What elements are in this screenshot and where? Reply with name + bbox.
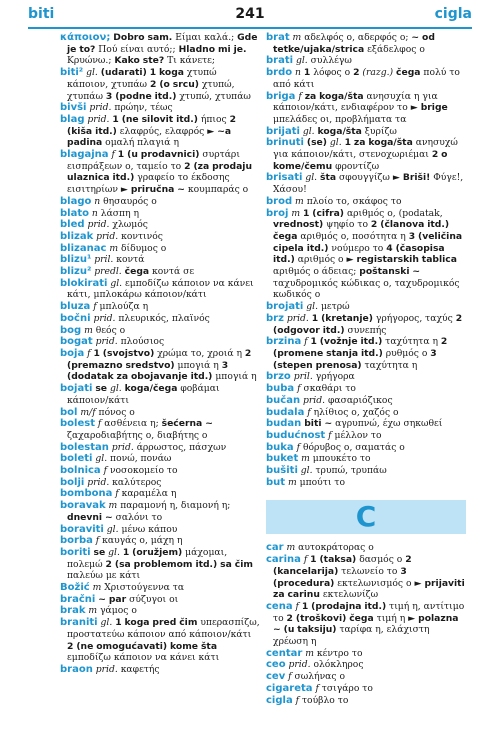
entry-text: bojati se gl. koga/čega φοβάμαι κάποιον/κάτι <box>60 383 220 406</box>
section-letter: C <box>355 500 377 534</box>
header-rule <box>28 27 472 29</box>
entry-text: buka f θόρυβος ο, σαματάς ο <box>266 441 405 453</box>
dictionary-entry <box>60 664 260 676</box>
entry-text: budućnost f μέλλον το <box>266 429 382 441</box>
entry-text: brati gl. συλλέγω <box>266 55 352 67</box>
entry-text: brzo pril. γρήγορα <box>266 371 355 383</box>
entry-text: budan biti ~ αγρυπνώ, έχω σηκωθεί <box>266 418 443 430</box>
dictionary-entry <box>266 695 466 707</box>
dictionary-entry <box>266 313 466 336</box>
entry-text: broj m 1 (cifra) αριθμός ο, (podatak, vrednost) ψηφίο το 2 (članova itd.) čega αριθμός ο, ποσότητα η 3 (veličina cipela itd.) νούμερο το 4 (časopisa itd.) αριθμός ο ► registarskih tablica αριθμός ο άδειας; poštanski ~ ταχυδρομικός κώδικας ο, ταχυδρομικός κωδικός ο <box>266 207 463 301</box>
entry-text: bolest f ασθένεια η; šećerna ~ ζαχαροδιαβήτης ο, διαβήτης ο <box>60 418 213 441</box>
entry-text: bočni prid. πλευρικός, πλαϊνός <box>60 312 210 324</box>
dictionary-entry <box>266 55 466 67</box>
dictionary-entry <box>266 32 466 55</box>
dictionary-entry <box>266 301 466 313</box>
dictionary-entry <box>266 67 466 90</box>
entry-text: brzina f 1 (vožnje itd.) ταχύτητα η 2 (promene stanja itd.) ρυθμός ο 3 (stepen prenosa) ταχύτητα η <box>266 336 448 371</box>
dictionary-entry <box>266 683 466 695</box>
dictionary-entry <box>60 582 260 594</box>
entry-text: bračni ~ par σύζυγοι οι <box>60 593 179 605</box>
entry-text: blag prid. 1 (ne silovit itd.) ήπιος 2 (kiša itd.) ελαφρύς, ελαφρός ► ~a padina ομαλή πλαγιά η <box>60 113 237 149</box>
dictionary-entry <box>60 407 260 419</box>
entry-text: bolnica f νοσοκομείο το <box>60 465 178 477</box>
entry-text: car m αυτοκράτορας ο <box>266 542 374 554</box>
dictionary-entry <box>266 371 466 383</box>
dictionary-entry <box>266 137 466 172</box>
dictionary-entry <box>60 196 260 208</box>
dictionary-entry <box>266 172 466 195</box>
entry-text: brod m πλοίο το, σκάφος το <box>266 195 402 207</box>
dictionary-entry <box>60 208 260 220</box>
entry-text: centar m κέντρο το <box>266 647 363 659</box>
guide-word-right: cigla <box>434 6 472 22</box>
entry-text: budala f ηλίθιος ο, χαζός ο <box>266 406 399 418</box>
entry-text: brijati gl. koga/šta ξυρίζω <box>266 125 397 137</box>
entry-text: boraviti gl. μένω κάπου <box>60 523 178 535</box>
entry-text: bombona f καραμέλα η <box>60 488 177 500</box>
dictionary-entry <box>266 477 466 489</box>
entry-text: bolestan prid. άρρωστος, πάσχων <box>60 441 227 453</box>
entry-text: bol m/f πόνος ο <box>60 406 135 418</box>
dictionary-entry <box>60 617 260 664</box>
entry-text: bogat prid. πλούσιος <box>60 336 165 348</box>
dictionary-entry <box>60 418 260 441</box>
entry-text: Božić m Χριστούγεννα τα <box>60 582 185 594</box>
entry-text: blagajna f 1 (u prodavnici) συρτάρι εισπράξεων ο, ταμείο το 2 (za prodaju ulaznica itd.) γραφείο το έκδοσης εισιτηρίων ► priručna ~ κουμπαράς ο <box>60 149 252 196</box>
entry-text: blizak prid. κοντινός <box>60 230 163 242</box>
entry-text: bušiti gl. τρυπώ, τρυπάω <box>266 465 387 477</box>
dictionary-entry <box>266 336 466 371</box>
dictionary-entry <box>266 442 466 454</box>
dictionary-entry <box>266 91 466 126</box>
entry-text: blato n λάσπη η <box>60 207 140 219</box>
dictionary-entry <box>266 554 466 601</box>
dictionary-entry <box>60 453 260 465</box>
dictionary-entry <box>60 254 260 266</box>
dictionary-entry <box>60 243 260 255</box>
dictionary-entry <box>60 442 260 454</box>
entry-text: boja f 1 (svojstvo) χρώμα το, χροιά η 2 (premazno sredstvo) μπογιά η 3 (dodatak za obojavanje itd.) μπογιά η <box>60 347 257 383</box>
entry-text: boleti gl. πονώ, πονάω <box>60 453 172 465</box>
dictionary-entry <box>60 32 260 67</box>
entry-text: buket m μπουκέτο το <box>266 453 371 465</box>
dictionary-entry <box>266 418 466 430</box>
entry-text: borba f καυγάς ο, μάχη η <box>60 535 183 547</box>
entry-text: cigla f τούβλο το <box>266 694 349 706</box>
dictionary-entry <box>266 648 466 660</box>
entry-text: bivši prid. πρώην, τέως <box>60 102 173 114</box>
entry-text: brinuti (se) gl. 1 za koga/šta ανησυχώ για κάποιον/κάτι, στενοχωριέμαι 2 o kome/čemu φροντίζω <box>266 137 458 172</box>
dictionary-entry <box>266 430 466 442</box>
entry-text: ceo prid. ολόκληρος <box>266 659 364 671</box>
entry-text: brat m αδελφός ο, αδερφός ο; ~ od tetke/ujaka/strica εξάδελφος ο <box>266 32 435 55</box>
dictionary-entry <box>266 196 466 208</box>
entry-text: blizu² predl. čega κοντά σε <box>60 266 195 278</box>
dictionary-entry <box>60 535 260 547</box>
dictionary-entry <box>266 542 466 554</box>
entry-text: biti² gl. (udarati) 1 koga χτυπώ κάποιον, χτυπάω 2 (o srcu) χτυπώ, χτυπάω 3 (podne itd.) χτυπώ, χτυπάω <box>60 67 251 102</box>
dictionary-entry <box>60 149 260 196</box>
dictionary-entry <box>60 336 260 348</box>
entry-text: boriti se gl. 1 (oružjem) μάχομαι, πολεμώ 2 (sa problemom itd.) sa čim παλεύω με κάτι <box>60 546 253 582</box>
entry-text: bolji prid. καλύτερος <box>60 476 162 488</box>
dictionary-entry <box>60 383 260 406</box>
dictionary-entry <box>60 278 260 301</box>
entry-text: blago n θησαυρός ο <box>60 195 157 207</box>
entry-text: carina f 1 (taksa) δασμός ο 2 (kancelarija) τελωνείο το 3 (procedura) εκτελωνισμός ο ► prijaviti za carinu εκτελωνίζω <box>266 554 465 601</box>
entry-text: boravak m παραμονή η, διαμονή η; dnevni ~ σαλόνι το <box>60 500 231 523</box>
dictionary-entry <box>266 383 466 395</box>
entry-text: brak m γάμος ο <box>60 605 137 617</box>
dictionary-entry <box>266 395 466 407</box>
entry-text: blizu¹ pril. κοντά <box>60 254 145 266</box>
dictionary-entry <box>266 126 466 138</box>
entry-text: brojati gl. μετρώ <box>266 301 350 313</box>
dictionary-entry <box>266 407 466 419</box>
dictionary-entry <box>266 601 466 648</box>
entry-text: cigareta f τσιγάρο το <box>266 682 373 694</box>
dictionary-entry <box>266 453 466 465</box>
dictionary-entry <box>60 547 260 582</box>
dictionary-entry <box>60 488 260 500</box>
dictionary-entry <box>60 594 260 606</box>
dictionary-entry <box>60 114 260 149</box>
dictionary-entry <box>266 208 466 302</box>
dictionary-entry <box>60 325 260 337</box>
entry-text: brdo n 1 λόφος ο 2 (razg.) čega πολύ το από κάτι <box>266 67 460 90</box>
entry-text: but m μπούτι το <box>266 476 345 488</box>
entry-text: bled prid. χλωμός <box>60 219 148 231</box>
right-column <box>266 32 466 706</box>
dictionary-entry <box>60 266 260 278</box>
entry-text: blokirati gl. εμποδίζω κάποιον να κάνει κάτι, μπλοκάρω κάποιον/κάτι <box>60 277 254 301</box>
dictionary-entry <box>60 348 260 383</box>
left-column <box>60 32 260 676</box>
entry-text: briga f za koga/šta ανησυχία η για κάποιον/κάτι, ενδιαφέρον το ► brige μπελάδες οι, προβλήματα τα <box>266 90 448 125</box>
dictionary-entry <box>60 500 260 523</box>
entry-text: blizanac m δίδυμος ο <box>60 242 167 254</box>
dictionary-entry <box>60 524 260 536</box>
dictionary-entry <box>60 313 260 325</box>
dictionary-entry <box>60 465 260 477</box>
entry-text: cena f 1 (prodajna itd.) τιμή η, αντίτιμο το 2 (troškovi) čega τιμή η ► polazna ~ (u taksiju) ταρίφα η, ελάχιστη χρέωση η <box>266 600 465 648</box>
entry-text: bog m θεός ο <box>60 324 126 336</box>
dictionary-entry <box>60 102 260 114</box>
page-header <box>28 6 472 26</box>
dictionary-entry <box>60 477 260 489</box>
entry-text: bučan prid. φασαριόζικος <box>266 394 393 406</box>
dictionary-entry <box>60 301 260 313</box>
dictionary-entry <box>266 671 466 683</box>
entry-text: braniti gl. 1 koga pred čim υπερασπίζω, προστατεύω κάποιον από κάποιον/κάτι 2 (ne omogućavati) kome šta εμποδίζω κάποιον να κάνει κάτι <box>60 617 260 664</box>
dictionary-entry <box>266 659 466 671</box>
entry-text: κάποιον; Dobro sam. Είμαι καλά.; Gde je to? Πού είναι αυτό;; Hladno mi je. Κρυώνω.; Kako ste? Τι κάνετε; <box>60 32 258 67</box>
entry-text: brisati gl. šta σφουγγίζω ► Briši! Φύγε!, Χάσου! <box>266 172 464 196</box>
letter-section-banner <box>266 500 466 534</box>
dictionary-entry <box>266 465 466 477</box>
entry-text: cev f σωλήνας ο <box>266 671 345 683</box>
entry-text: brz prid. 1 (kretanje) γρήγορος, ταχύς 2 (odgovor itd.) συνεπής <box>266 312 463 336</box>
dictionary-entry <box>60 219 260 231</box>
dictionary-entry <box>60 605 260 617</box>
guide-word-left: biti <box>28 6 55 22</box>
entry-text: bluza f μπλούζα η <box>60 301 149 313</box>
entry-text: braon prid. καφετής <box>60 663 160 675</box>
dictionary-entry <box>60 231 260 243</box>
entry-text: buba f σκαθάρι το <box>266 383 356 395</box>
dictionary-entry <box>60 67 260 102</box>
page-number: 241 <box>235 6 265 22</box>
